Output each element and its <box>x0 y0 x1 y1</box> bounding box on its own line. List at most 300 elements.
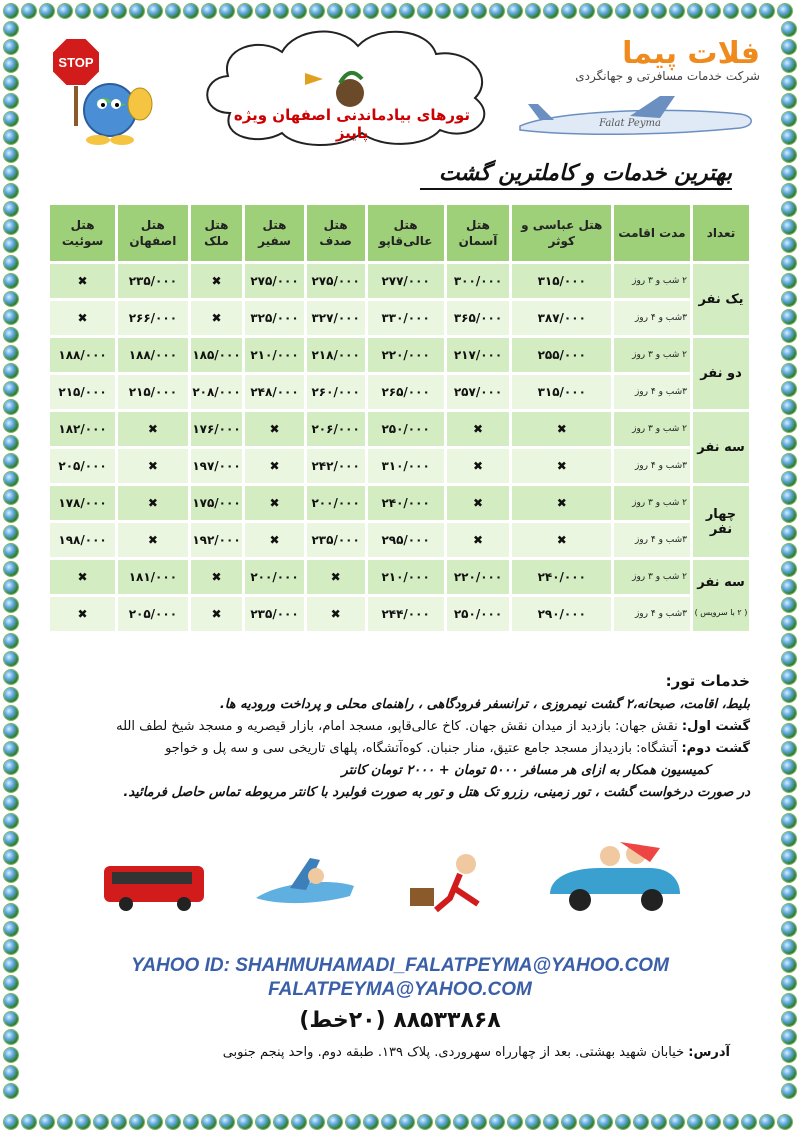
border-globe-icon <box>4 706 18 720</box>
border-globe-icon <box>4 544 18 558</box>
border-globe-icon <box>112 1115 126 1129</box>
price-cell: ۳۲۷/۰۰۰ <box>305 300 366 337</box>
price-cell: ۲۰۸/۰۰۰ <box>189 374 244 411</box>
count-note: ( ۲ با سرویس ) <box>694 607 748 617</box>
unavailable-cross-icon: ✖ <box>189 300 244 337</box>
price-cell: ۲۱۰/۰۰۰ <box>366 559 445 596</box>
border-globe-icon <box>256 1115 270 1129</box>
border-globe-icon <box>782 652 796 666</box>
border-globe-icon <box>706 1115 720 1129</box>
stop-sign-text: STOP <box>58 55 94 70</box>
border-globe-icon <box>782 400 796 414</box>
border-globe-icon <box>4 562 18 576</box>
price-cell: ۳۱۰/۰۰۰ <box>366 448 445 485</box>
border-globe-icon <box>400 1115 414 1129</box>
border-globe-icon <box>616 4 630 18</box>
border-globe-icon <box>4 382 18 396</box>
border-globe-icon <box>782 616 796 630</box>
border-globe-icon <box>256 4 270 18</box>
border-globe-icon <box>112 4 126 18</box>
border-globe-icon <box>508 1115 522 1129</box>
border-globe-icon <box>4 94 18 108</box>
column-header: مدت اقامت <box>613 204 692 263</box>
unavailable-cross-icon: ✖ <box>117 448 189 485</box>
border-globe-icon <box>782 922 796 936</box>
border-globe-icon <box>4 400 18 414</box>
border-globe-icon <box>274 1115 288 1129</box>
column-header: هتل صدف <box>305 204 366 263</box>
car-travelers-icon <box>540 838 690 918</box>
price-cell: ۲۵۰/۰۰۰ <box>366 411 445 448</box>
border-globe-icon <box>418 4 432 18</box>
border-globe-icon <box>4 130 18 144</box>
border-globe-icon <box>4 40 18 54</box>
unavailable-cross-icon: ✖ <box>244 448 305 485</box>
border-globe-icon <box>782 634 796 648</box>
price-cell: ۳۱۵/۰۰۰ <box>511 374 613 411</box>
border-globe-icon <box>782 742 796 756</box>
price-cell: ۳۳۰/۰۰۰ <box>366 300 445 337</box>
price-cell: ۱۸۸/۰۰۰ <box>49 337 117 374</box>
address-label: آدرس: <box>688 1045 730 1060</box>
border-globe-icon <box>40 1115 54 1129</box>
border-globe-icon <box>526 4 540 18</box>
border-globe-icon <box>4 634 18 648</box>
border-globe-icon <box>688 1115 702 1129</box>
border-globe-icon <box>346 4 360 18</box>
duration-cell: ۳شب و ۴ روز <box>613 374 692 411</box>
table-row <box>49 448 751 485</box>
border-globe-icon <box>4 670 18 684</box>
count-cell <box>692 337 751 411</box>
border-globe-icon <box>382 1115 396 1129</box>
count-cell <box>692 559 751 633</box>
border-globe-icon <box>724 4 738 18</box>
border-globe-icon <box>400 4 414 18</box>
price-cell: ۳۲۵/۰۰۰ <box>244 300 305 337</box>
border-globe-icon <box>782 562 796 576</box>
border-globe-icon <box>454 4 468 18</box>
border-globe-icon <box>4 1084 18 1098</box>
unavailable-cross-icon: ✖ <box>445 522 511 559</box>
border-globe-icon <box>782 1030 796 1044</box>
border-globe-icon <box>454 1115 468 1129</box>
border-globe-icon <box>782 328 796 342</box>
unavailable-cross-icon: ✖ <box>511 522 613 559</box>
table-header-row <box>49 204 751 263</box>
count-label: سه نفر <box>697 440 745 455</box>
price-cell: ۱۹۲/۰۰۰ <box>189 522 244 559</box>
unavailable-cross-icon: ✖ <box>445 411 511 448</box>
price-cell: ۲۵۵/۰۰۰ <box>511 337 613 374</box>
services-included: بلیط، اقامت، صبحانه،۲ گشت نیمروزی ، ترانسفر فرودگاهی ، راهنمای محلی و پرداخت ورودیه ها. <box>219 697 750 712</box>
border-globe-icon <box>782 76 796 90</box>
table-row <box>49 596 751 633</box>
unavailable-cross-icon: ✖ <box>244 411 305 448</box>
border-globe-icon <box>4 436 18 450</box>
cloud-title: تورهای بیادماندنی اصفهان ویژه پاییز <box>233 106 471 142</box>
unavailable-cross-icon: ✖ <box>511 448 613 485</box>
border-globe-icon <box>4 454 18 468</box>
price-cell: ۱۸۱/۰۰۰ <box>117 559 189 596</box>
tour2-line <box>50 741 750 756</box>
bus-icon <box>100 860 210 916</box>
border-globe-icon <box>4 814 18 828</box>
unavailable-cross-icon: ✖ <box>445 448 511 485</box>
column-header: هتل ملک <box>189 204 244 263</box>
border-globe-icon <box>4 778 18 792</box>
border-globe-icon <box>4 688 18 702</box>
price-cell: ۲۰۵/۰۰۰ <box>117 596 189 633</box>
border-globe-icon <box>598 1115 612 1129</box>
border-globe-icon <box>508 4 522 18</box>
border-globe-icon <box>58 4 72 18</box>
border-globe-icon <box>364 4 378 18</box>
border-globe-icon <box>782 670 796 684</box>
border-globe-icon <box>782 976 796 990</box>
border-globe-icon <box>238 1115 252 1129</box>
border-globe-icon <box>782 526 796 540</box>
request-line: در صورت درخواست گشت ، تور زمینی، رزرو تک هتل و تور به صورت فولبرد با کانتر مربوطه تماس حاصل فرمائید. <box>123 785 750 800</box>
border-globe-icon <box>4 472 18 486</box>
border-globe-icon <box>782 256 796 270</box>
border-globe-icon <box>310 1115 324 1129</box>
border-globe-icon <box>782 472 796 486</box>
price-cell: ۲۹۰/۰۰۰ <box>511 596 613 633</box>
duration-cell: ۲ شب و ۳ روز <box>613 485 692 522</box>
border-globe-icon <box>782 1012 796 1026</box>
border-globe-icon <box>4 1048 18 1062</box>
border-globe-icon <box>4 958 18 972</box>
border-globe-icon <box>4 364 18 378</box>
border-globe-icon <box>580 1115 594 1129</box>
price-cell: ۲۵۷/۰۰۰ <box>445 374 511 411</box>
duration-cell: ۳شب و ۴ روز <box>613 448 692 485</box>
duration-cell: ۳شب و ۴ روز <box>613 522 692 559</box>
border-globe-icon <box>782 130 796 144</box>
border-globe-icon <box>4 850 18 864</box>
unavailable-cross-icon: ✖ <box>49 596 117 633</box>
border-globe-icon <box>4 526 18 540</box>
price-cell: ۲۳۵/۰۰۰ <box>305 522 366 559</box>
border-globe-icon <box>782 1084 796 1098</box>
price-cell: ۲۱۵/۰۰۰ <box>49 374 117 411</box>
border-globe-icon <box>782 796 796 810</box>
table-row <box>49 300 751 337</box>
border-globe-icon <box>184 4 198 18</box>
border-globe-icon <box>310 4 324 18</box>
border-globe-icon <box>94 1115 108 1129</box>
border-globe-icon <box>782 886 796 900</box>
border-globe-icon <box>472 1115 486 1129</box>
headline: بهترین خدمات و کاملترین گشت <box>420 160 732 190</box>
tour1-label: گشت اول: <box>681 719 750 734</box>
border-globe-icon <box>472 4 486 18</box>
border-globe-icon <box>670 4 684 18</box>
border-globe-icon <box>202 1115 216 1129</box>
border-globe-icon <box>4 724 18 738</box>
price-cell: ۲۴۲/۰۰۰ <box>305 448 366 485</box>
brand-block <box>520 36 760 83</box>
price-cell: ۳۱۵/۰۰۰ <box>511 263 613 300</box>
border-globe-icon <box>4 1030 18 1044</box>
price-cell: ۲۳۵/۰۰۰ <box>117 263 189 300</box>
border-globe-icon <box>782 184 796 198</box>
border-globe-icon <box>4 904 18 918</box>
border-globe-icon <box>670 1115 684 1129</box>
border-globe-icon <box>274 4 288 18</box>
border-globe-icon <box>220 1115 234 1129</box>
price-cell: ۲۰۵/۰۰۰ <box>49 448 117 485</box>
border-globe-icon <box>4 742 18 756</box>
price-cell: ۱۷۵/۰۰۰ <box>189 485 244 522</box>
unavailable-cross-icon: ✖ <box>49 559 117 596</box>
price-cell: ۱۹۸/۰۰۰ <box>49 522 117 559</box>
border-globe-icon <box>742 4 756 18</box>
border-globe-icon <box>130 4 144 18</box>
border-globe-icon <box>220 4 234 18</box>
border-globe-icon <box>782 220 796 234</box>
border-globe-icon <box>782 904 796 918</box>
duration-cell: ۲ شب و ۳ روز <box>613 263 692 300</box>
border-globe-icon <box>148 4 162 18</box>
border-globe-icon <box>782 274 796 288</box>
border-globe-icon <box>706 4 720 18</box>
column-header: هتل اصفهان <box>117 204 189 263</box>
unavailable-cross-icon: ✖ <box>244 522 305 559</box>
border-globe-icon <box>184 1115 198 1129</box>
phone-number: ۸۸۵۳۳۸۶۸ (۲۰خط) <box>299 1008 501 1033</box>
border-globe-icon <box>4 886 18 900</box>
border-globe-icon <box>782 778 796 792</box>
border-globe-icon <box>4 202 18 216</box>
border-globe-icon <box>4 1012 18 1026</box>
count-label: چهار نفر <box>705 506 737 537</box>
unavailable-cross-icon: ✖ <box>445 485 511 522</box>
border-globe-icon <box>544 4 558 18</box>
stop-mascot-illustration <box>48 32 158 156</box>
border-globe-icon <box>436 4 450 18</box>
border-globe-icon <box>4 760 18 774</box>
border-globe-icon <box>328 1115 342 1129</box>
column-header: تعداد <box>692 204 751 263</box>
price-cell: ۱۷۶/۰۰۰ <box>189 411 244 448</box>
unavailable-cross-icon: ✖ <box>244 485 305 522</box>
border-globe-icon <box>782 436 796 450</box>
column-header: هتل سوئیت <box>49 204 117 263</box>
price-cell: ۲۵۰/۰۰۰ <box>445 596 511 633</box>
column-header: هتل آسمان <box>445 204 511 263</box>
border-globe-icon <box>782 94 796 108</box>
border-globe-icon <box>782 508 796 522</box>
price-cell: ۲۶۵/۰۰۰ <box>366 374 445 411</box>
border-globe-icon <box>4 256 18 270</box>
border-globe-icon <box>760 4 774 18</box>
border-globe-icon <box>634 1115 648 1129</box>
border-globe-icon <box>166 1115 180 1129</box>
price-cell: ۲۴۴/۰۰۰ <box>366 596 445 633</box>
border-globe-icon <box>782 814 796 828</box>
price-cell: ۳۸۷/۰۰۰ <box>511 300 613 337</box>
border-globe-icon <box>328 4 342 18</box>
border-globe-icon <box>4 508 18 522</box>
price-cell: ۲۷۵/۰۰۰ <box>305 263 366 300</box>
border-globe-icon <box>4 418 18 432</box>
border-globe-icon <box>40 4 54 18</box>
border-globe-icon <box>782 166 796 180</box>
border-globe-icon <box>4 652 18 666</box>
border-globe-icon <box>782 238 796 252</box>
border-globe-icon <box>544 1115 558 1129</box>
border-globe-icon <box>4 310 18 324</box>
border-globe-icon <box>782 958 796 972</box>
border-globe-icon <box>22 4 36 18</box>
plane-text: Falat Peyma <box>599 118 661 129</box>
unavailable-cross-icon: ✖ <box>117 485 189 522</box>
email-address: FALATPEYMA@YAHOO.COM <box>268 979 532 1000</box>
border-globe-icon <box>782 868 796 882</box>
tour2-label: گشت دوم: <box>681 741 750 756</box>
table-row <box>49 374 751 411</box>
price-cell: ۲۶۰/۰۰۰ <box>305 374 366 411</box>
border-globe-icon <box>782 940 796 954</box>
price-cell: ۲۲۰/۰۰۰ <box>366 337 445 374</box>
border-globe-icon <box>616 1115 630 1129</box>
unavailable-cross-icon: ✖ <box>189 263 244 300</box>
column-header: هتل عالی‌قاپو <box>366 204 445 263</box>
border-globe-icon <box>782 40 796 54</box>
price-cell: ۲۱۷/۰۰۰ <box>445 337 511 374</box>
table-row <box>49 559 751 596</box>
unavailable-cross-icon: ✖ <box>189 596 244 633</box>
border-globe-icon <box>782 112 796 126</box>
border-globe-icon <box>652 1115 666 1129</box>
airplane-logo-icon <box>510 92 760 144</box>
border-globe-icon <box>4 4 18 18</box>
border-globe-icon <box>782 544 796 558</box>
border-globe-icon <box>4 220 18 234</box>
table-row <box>49 522 751 559</box>
border-globe-icon <box>652 4 666 18</box>
border-globe-icon <box>782 202 796 216</box>
border-globe-icon <box>76 1115 90 1129</box>
travel-illustrations <box>100 838 720 918</box>
price-cell: ۱۹۷/۰۰۰ <box>189 448 244 485</box>
price-cell: ۲۴۸/۰۰۰ <box>244 374 305 411</box>
count-cell <box>692 411 751 485</box>
border-globe-icon <box>4 796 18 810</box>
border-globe-icon <box>22 1115 36 1129</box>
column-header: هتل عباسی و کوثر <box>511 204 613 263</box>
unavailable-cross-icon: ✖ <box>189 559 244 596</box>
price-cell: ۱۸۲/۰۰۰ <box>49 411 117 448</box>
border-globe-icon <box>148 1115 162 1129</box>
border-globe-icon <box>782 688 796 702</box>
border-globe-icon <box>782 1066 796 1080</box>
border-globe-icon <box>202 4 216 18</box>
border-globe-icon <box>4 868 18 882</box>
unavailable-cross-icon: ✖ <box>117 522 189 559</box>
border-globe-icon <box>4 148 18 162</box>
border-globe-icon <box>4 292 18 306</box>
border-globe-icon <box>292 1115 306 1129</box>
table-row <box>49 263 751 300</box>
border-globe-icon <box>782 382 796 396</box>
price-cell: ۲۶۶/۰۰۰ <box>117 300 189 337</box>
border-globe-icon <box>4 346 18 360</box>
count-label: سه نفر <box>697 574 745 590</box>
border-globe-icon <box>490 1115 504 1129</box>
price-cell: ۲۲۰/۰۰۰ <box>445 559 511 596</box>
count-label: یک نفر <box>698 292 744 307</box>
price-cell: ۳۰۰/۰۰۰ <box>445 263 511 300</box>
tour1-text: نقش جهان: بازدید از میدان نقش جهان. کاخ عالی‌قاپو، مسجد امام، بازار قیصریه و مسجد شیخ لطف الله <box>116 719 682 734</box>
border-globe-icon <box>782 418 796 432</box>
border-globe-icon <box>782 292 796 306</box>
border-globe-icon <box>436 1115 450 1129</box>
brand-name: فلات پیما <box>622 36 760 71</box>
border-globe-icon <box>778 4 792 18</box>
border-globe-icon <box>778 1115 792 1129</box>
border-globe-icon <box>4 832 18 846</box>
price-cell: ۲۷۵/۰۰۰ <box>244 263 305 300</box>
unavailable-cross-icon: ✖ <box>511 485 613 522</box>
unavailable-cross-icon: ✖ <box>117 411 189 448</box>
border-globe-icon <box>782 454 796 468</box>
tour1-line <box>50 719 750 734</box>
border-globe-icon <box>4 580 18 594</box>
border-globe-icon <box>346 1115 360 1129</box>
unavailable-cross-icon: ✖ <box>305 559 366 596</box>
border-globe-icon <box>782 490 796 504</box>
border-globe-icon <box>4 922 18 936</box>
brand-subtitle: شرکت خدمات مسافرتی و جهانگردی <box>575 69 760 83</box>
price-cell: ۱۸۸/۰۰۰ <box>117 337 189 374</box>
border-globe-icon <box>4 166 18 180</box>
border-globe-icon <box>4 184 18 198</box>
count-cell <box>692 485 751 559</box>
border-globe-icon <box>688 4 702 18</box>
price-cell: ۲۴۰/۰۰۰ <box>366 485 445 522</box>
price-table <box>47 202 752 634</box>
unavailable-cross-icon: ✖ <box>49 263 117 300</box>
price-cell: ۲۰۶/۰۰۰ <box>305 411 366 448</box>
price-cell: ۱۷۸/۰۰۰ <box>49 485 117 522</box>
border-globe-icon <box>782 346 796 360</box>
border-globe-icon <box>130 1115 144 1129</box>
border-globe-icon <box>4 1066 18 1080</box>
border-globe-icon <box>4 940 18 954</box>
border-globe-icon <box>782 22 796 36</box>
price-cell: ۲۰۰/۰۰۰ <box>305 485 366 522</box>
border-globe-icon <box>782 58 796 72</box>
price-cell: ۲۹۵/۰۰۰ <box>366 522 445 559</box>
price-cell: ۱۸۵/۰۰۰ <box>189 337 244 374</box>
count-cell <box>692 263 751 337</box>
border-globe-icon <box>292 4 306 18</box>
table-row <box>49 411 751 448</box>
column-header: هتل سفیر <box>244 204 305 263</box>
border-globe-icon <box>4 490 18 504</box>
border-globe-icon <box>782 850 796 864</box>
border-globe-icon <box>562 4 576 18</box>
border-globe-icon <box>58 1115 72 1129</box>
border-globe-icon <box>4 328 18 342</box>
price-cell: ۲۱۰/۰۰۰ <box>244 337 305 374</box>
border-globe-icon <box>4 1115 18 1129</box>
tour2-text: آتشگاه: بازدیداز مسجد جامع عتیق، منار جنبان. کوه‌آتشگاه، پلهای تاریخی سی و سه پل و خواجو <box>165 741 682 756</box>
duration-cell: ۳شب و ۴ روز <box>613 300 692 337</box>
